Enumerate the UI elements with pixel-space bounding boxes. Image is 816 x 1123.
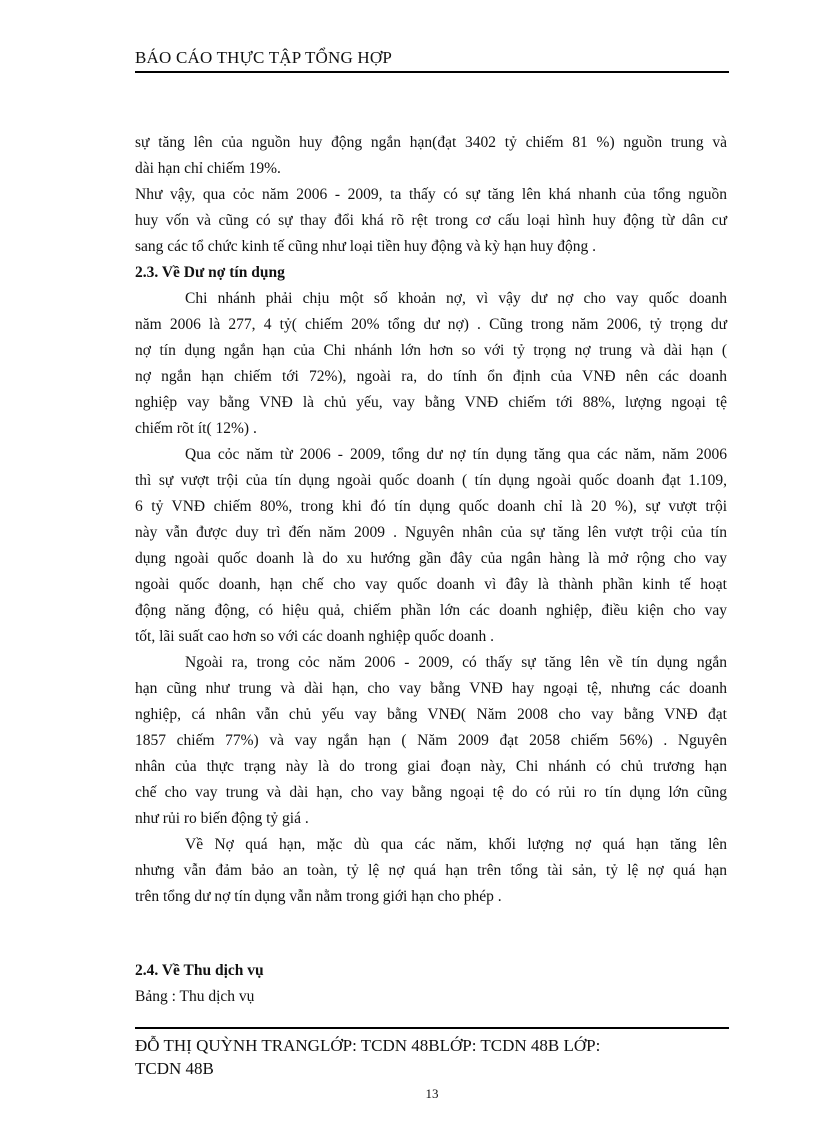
- footer-line-2: TCDN 48B: [135, 1059, 214, 1078]
- body-text-line: trên tổng dư nợ tín dụng vẫn nằm trong giới hạn cho phép .: [135, 888, 502, 905]
- body-text-line: Ngoài ra, trong cỏc năm 2006 - 2009, có thấy sự tăng lên về tín dụng ngắn: [185, 654, 727, 671]
- section-heading-2-4: 2.4. Về Thu dịch vụ: [135, 962, 264, 979]
- body-text-line: ngoài quốc doanh, hạn chế cho vay quốc doanh vì đây là thành phần kinh tế hoạt: [135, 576, 727, 593]
- body-text-line: chế cho vay trung và dài hạn, cho vay bằng ngoại tệ do có rủi ro tín dụng lớn cũng: [135, 784, 727, 801]
- body-text-line: 1857 chiếm 77%) và vay ngắn hạn ( Năm 2009 đạt 2058 chiếm 56%) . Nguyên: [135, 732, 727, 749]
- body-text-line: nhưng vẫn đảm bảo an toàn, tỷ lệ nợ quá hạn trên tổng tài sản, tỷ lệ nợ quá hạn: [135, 862, 727, 879]
- body-text-line: sang các tổ chức kinh tế cũng như loại tiền huy động và kỳ hạn huy động .: [135, 238, 597, 255]
- body-text-line: tốt, lãi suất cao hơn so với các doanh nghiệp quốc doanh .: [135, 628, 495, 645]
- header-divider: [135, 71, 729, 73]
- body-text-line: dụng ngoài quốc doanh là do xu hướng gần đây của ngân hàng là mở rộng cho vay: [135, 550, 727, 567]
- body-text-line: huy vốn và cũng có sự thay đổi khá rõ rệt trong cơ cấu loại hình huy động từ dân cư: [135, 212, 727, 229]
- body-text-line: nợ tín dụng ngắn hạn của Chi nhánh lớn hơn so với tỷ trọng nợ trung và dài hạn (: [135, 342, 727, 359]
- body-text-line: Như vậy, qua cỏc năm 2006 - 2009, ta thấy có sự tăng lên khá nhanh của tổng nguồn: [135, 186, 727, 203]
- body-text-line: hạn cũng như trung và dài hạn, cho vay bằng VNĐ hay ngoại tệ, nhưng các doanh: [135, 680, 727, 697]
- table-caption: Bảng : Thu dịch vụ: [135, 988, 255, 1005]
- section-heading-2-3: 2.3. Về Dư nợ tín dụng: [135, 264, 285, 281]
- body-text-line: Qua cỏc năm từ 2006 - 2009, tổng dư nợ tín dụng tăng qua các năm, năm 2006: [185, 446, 727, 463]
- body-text-line: như rủi ro biến động tỷ giá .: [135, 810, 309, 827]
- body-text-line: nợ ngắn hạn chiếm tới 72%), ngoài ra, do tính ổn định của VNĐ nên các doanh: [135, 368, 727, 385]
- body-text-line: 6 tỷ VNĐ chiếm 80%, trong khi đó tín dụng quốc doanh chỉ là 20 %), sự vượt trội: [135, 498, 727, 515]
- body-text-line: Chi nhánh phải chịu một số khoản nợ, vì vậy dư nợ cho vay quốc doanh: [185, 290, 727, 307]
- body-text-line: năm 2006 là 277, 4 tỷ( chiếm 20% tổng dư nợ) . Cũng trong năm 2006, tỷ trọng dư: [135, 316, 727, 333]
- page-number: 13: [425, 1086, 439, 1101]
- body-text-line: nhân của thực trạng này là do trong giai đoạn này, Chi nhánh có chủ trương hạn: [135, 758, 727, 775]
- body-text-line: chiếm rõt ít( 12%) .: [135, 420, 257, 437]
- footer-divider: [135, 1027, 729, 1029]
- body-text-line: dài hạn chỉ chiếm 19%.: [135, 160, 281, 177]
- page-header-title: BÁO CÁO THỰC TẬP TỔNG HỢP: [135, 48, 393, 67]
- body-text-line: sự tăng lên của nguồn huy động ngắn hạn(đạt 3402 tỷ chiếm 81 %) nguồn trung và: [135, 134, 727, 151]
- body-text-line: thì sự vượt trội của tín dụng ngoài quốc doanh ( tín dụng ngoài quốc doanh đạt 1.109,: [135, 472, 727, 489]
- body-text-line: động năng động, có hiệu quả, chiếm phần lớn các doanh nghiệp, điều kiện cho vay: [135, 602, 727, 619]
- body-text-line: nghiệp, cá nhân vẫn chủ yếu vay bằng VNĐ( Năm 2008 cho vay bằng VNĐ đạt: [135, 706, 727, 723]
- body-text-line: Về Nợ quá hạn, mặc dù qua các năm, khối lượng nợ quá hạn tăng lên: [185, 836, 727, 853]
- footer-line-1: ĐỖ THỊ QUỲNH TRANGLỚP: TCDN 48BLỚP: TCDN 48B LỚP:: [135, 1036, 601, 1055]
- body-text-line: này vẫn được duy trì đến năm 2009 . Nguyên nhân của sự tăng lên vượt trội của tín: [135, 524, 727, 541]
- body-text-line: nghiệp vay bằng VNĐ là chủ yếu, vay bằng VNĐ chiếm tới 88%, lượng ngoại tệ: [135, 394, 727, 411]
